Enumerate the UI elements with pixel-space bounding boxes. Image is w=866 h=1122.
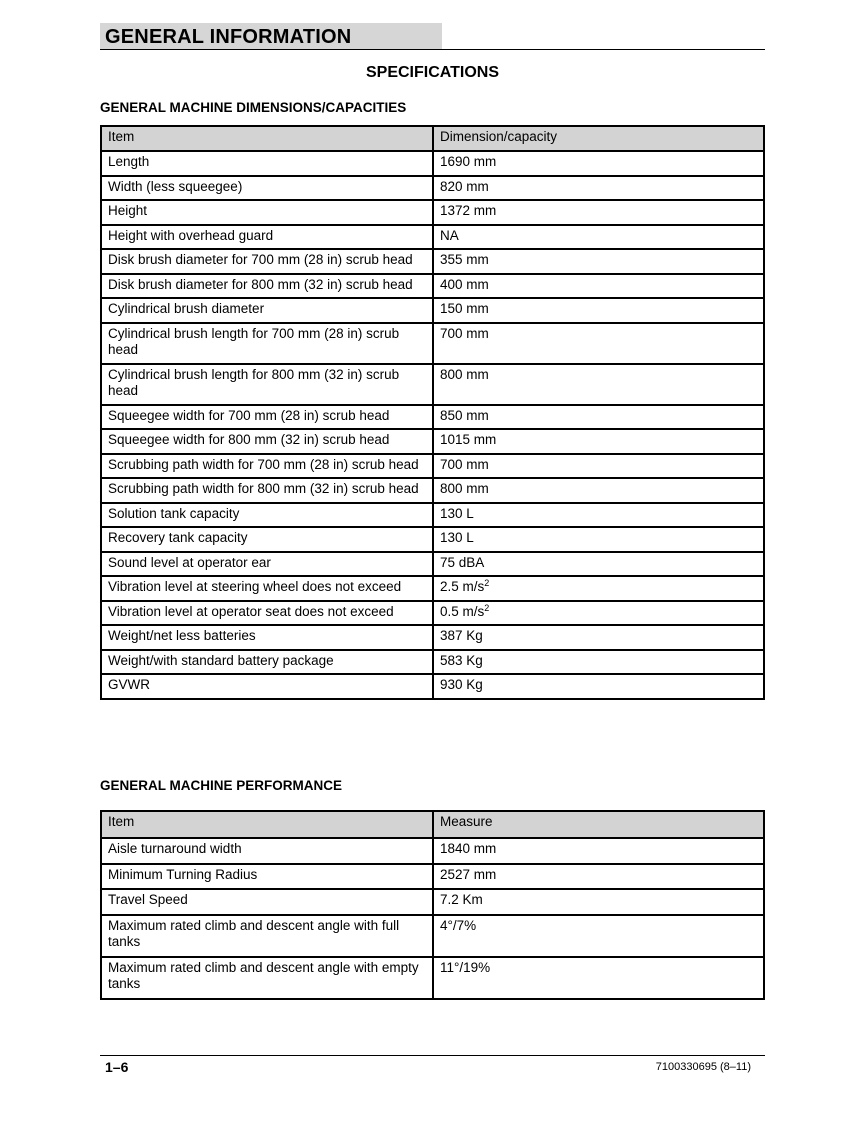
row-item: Cylindrical brush diameter <box>101 298 433 323</box>
row-value <box>433 249 764 274</box>
table-row <box>101 889 764 915</box>
table-row <box>101 176 764 201</box>
row-item: Disk brush diameter for 700 mm (28 in) scrub head <box>101 249 433 274</box>
column-header-measure: Measure <box>433 811 764 838</box>
row-value <box>433 625 764 650</box>
unit-exponent: 2 <box>484 578 490 588</box>
value-text: 930 Kg <box>440 677 483 692</box>
column-header-item: Item <box>101 126 433 151</box>
value-text: NA <box>440 227 459 243</box>
row-value <box>433 323 764 364</box>
row-item: Scrubbing path width for 700 mm (28 in) scrub head <box>101 454 433 479</box>
value-text: 820 mm <box>440 178 489 194</box>
row-item: Length <box>101 151 433 176</box>
value-text: 150 mm <box>440 301 489 316</box>
table-row <box>101 323 764 364</box>
row-value <box>433 915 764 957</box>
dimensions-table <box>100 125 765 700</box>
row-value <box>433 478 764 503</box>
value-text: 2.5 m/s <box>440 579 485 594</box>
value-text: 4°/7% <box>440 917 477 933</box>
row-value <box>433 864 764 890</box>
row-item: Vibration level at steering wheel does not exceed <box>101 576 433 601</box>
row-value <box>433 957 764 999</box>
value-text: 11°/19% <box>440 959 491 975</box>
row-item: Travel Speed <box>101 889 433 915</box>
row-value <box>433 151 764 176</box>
value-text: 355 mm <box>440 252 489 267</box>
table-row <box>101 274 764 299</box>
table-row <box>101 249 764 274</box>
value-text: 700 mm <box>440 325 489 341</box>
row-value <box>433 889 764 915</box>
row-value <box>433 838 764 864</box>
row-value <box>433 454 764 479</box>
row-item: Disk brush diameter for 800 mm (32 in) scrub head <box>101 274 433 299</box>
value-text: 130 L <box>440 505 474 521</box>
row-value <box>433 576 764 601</box>
row-item: Solution tank capacity <box>101 503 433 528</box>
row-item: Height with overhead guard <box>101 225 433 250</box>
table-row <box>101 429 764 454</box>
value-text: 800 mm <box>440 366 489 382</box>
table-row <box>101 503 764 528</box>
table-row <box>101 298 764 323</box>
value-text: 130 L <box>440 530 474 545</box>
performance-heading: GENERAL MACHINE PERFORMANCE <box>100 778 343 793</box>
row-value <box>433 503 764 528</box>
row-item: Cylindrical brush length for 700 mm (28 in) scrub head <box>101 323 433 364</box>
row-value <box>433 225 764 250</box>
row-item: Maximum rated climb and descent angle with empty tanks <box>101 957 433 999</box>
row-item: Scrubbing path width for 800 mm (32 in) scrub head <box>101 478 433 503</box>
value-text: 75 dBA <box>440 554 485 570</box>
page-number: 1–6 <box>105 1059 129 1075</box>
row-value <box>433 601 764 626</box>
row-item: Weight/net less batteries <box>101 625 433 650</box>
table-row <box>101 838 764 864</box>
table-row <box>101 576 764 601</box>
row-item: Aisle turnaround width <box>101 838 433 864</box>
row-item: Maximum rated climb and descent angle with full tanks <box>101 915 433 957</box>
table-row <box>101 225 764 250</box>
table-row <box>101 151 764 176</box>
value-text: 1015 mm <box>440 432 497 447</box>
value-text: 0.5 m/s <box>440 603 485 619</box>
row-item: Squeegee width for 700 mm (28 in) scrub head <box>101 405 433 430</box>
table-row <box>101 864 764 890</box>
table-row <box>101 915 764 957</box>
row-value <box>433 552 764 577</box>
row-value <box>433 274 764 299</box>
table-row <box>101 625 764 650</box>
value-text: 850 mm <box>440 407 489 423</box>
row-value <box>433 674 764 699</box>
table-row <box>101 601 764 626</box>
table-row <box>101 364 764 405</box>
row-value <box>433 200 764 225</box>
value-text: 700 mm <box>440 456 489 472</box>
value-text: 7.2 Km <box>440 892 483 907</box>
row-item: Weight/with standard battery package <box>101 650 433 675</box>
value-text: 400 mm <box>440 276 489 292</box>
row-item: Squeegee width for 800 mm (32 in) scrub head <box>101 429 433 454</box>
row-item: Vibration level at operator seat does not exceed <box>101 601 433 626</box>
table-header-row <box>101 126 764 151</box>
column-header-dimension: Dimension/capacity <box>433 126 764 151</box>
table-row <box>101 957 764 999</box>
section-tag <box>100 23 442 49</box>
row-item: Minimum Turning Radius <box>101 864 433 890</box>
table-row <box>101 650 764 675</box>
row-value <box>433 527 764 552</box>
column-header-item: Item <box>101 811 433 838</box>
table-row <box>101 454 764 479</box>
table-row <box>101 478 764 503</box>
value-text: 1372 mm <box>440 203 497 218</box>
section-title: GENERAL INFORMATION <box>105 26 352 48</box>
row-value <box>433 298 764 323</box>
table-header-row <box>101 811 764 838</box>
table-row <box>101 405 764 430</box>
unit-exponent: 2 <box>484 602 490 613</box>
dimensions-heading: GENERAL MACHINE DIMENSIONS/CAPACITIES <box>100 100 407 115</box>
row-item: Width (less squeegee) <box>101 176 433 201</box>
row-value <box>433 405 764 430</box>
row-item: Sound level at operator ear <box>101 552 433 577</box>
value-text: 387 Kg <box>440 628 483 643</box>
footer-rule <box>100 1055 765 1056</box>
document-code: 7100330695 (8–11) <box>655 1061 751 1073</box>
row-item: Height <box>101 200 433 225</box>
table-row <box>101 674 764 699</box>
value-text: 1690 mm <box>440 154 497 169</box>
value-text: 1840 mm <box>440 841 497 856</box>
row-value <box>433 176 764 201</box>
row-item: Recovery tank capacity <box>101 527 433 552</box>
table-row <box>101 200 764 225</box>
value-text: 800 mm <box>440 481 489 496</box>
row-value <box>433 650 764 675</box>
row-item: GVWR <box>101 674 433 699</box>
row-value <box>433 364 764 405</box>
table-row <box>101 527 764 552</box>
header-rule <box>100 49 765 50</box>
row-value <box>433 429 764 454</box>
value-text: 583 Kg <box>440 652 483 668</box>
value-text: 2527 mm <box>440 866 497 882</box>
page-title: SPECIFICATIONS <box>365 64 500 81</box>
performance-table <box>100 810 765 1000</box>
row-item: Cylindrical brush length for 800 mm (32 in) scrub head <box>101 364 433 405</box>
table-row <box>101 552 764 577</box>
